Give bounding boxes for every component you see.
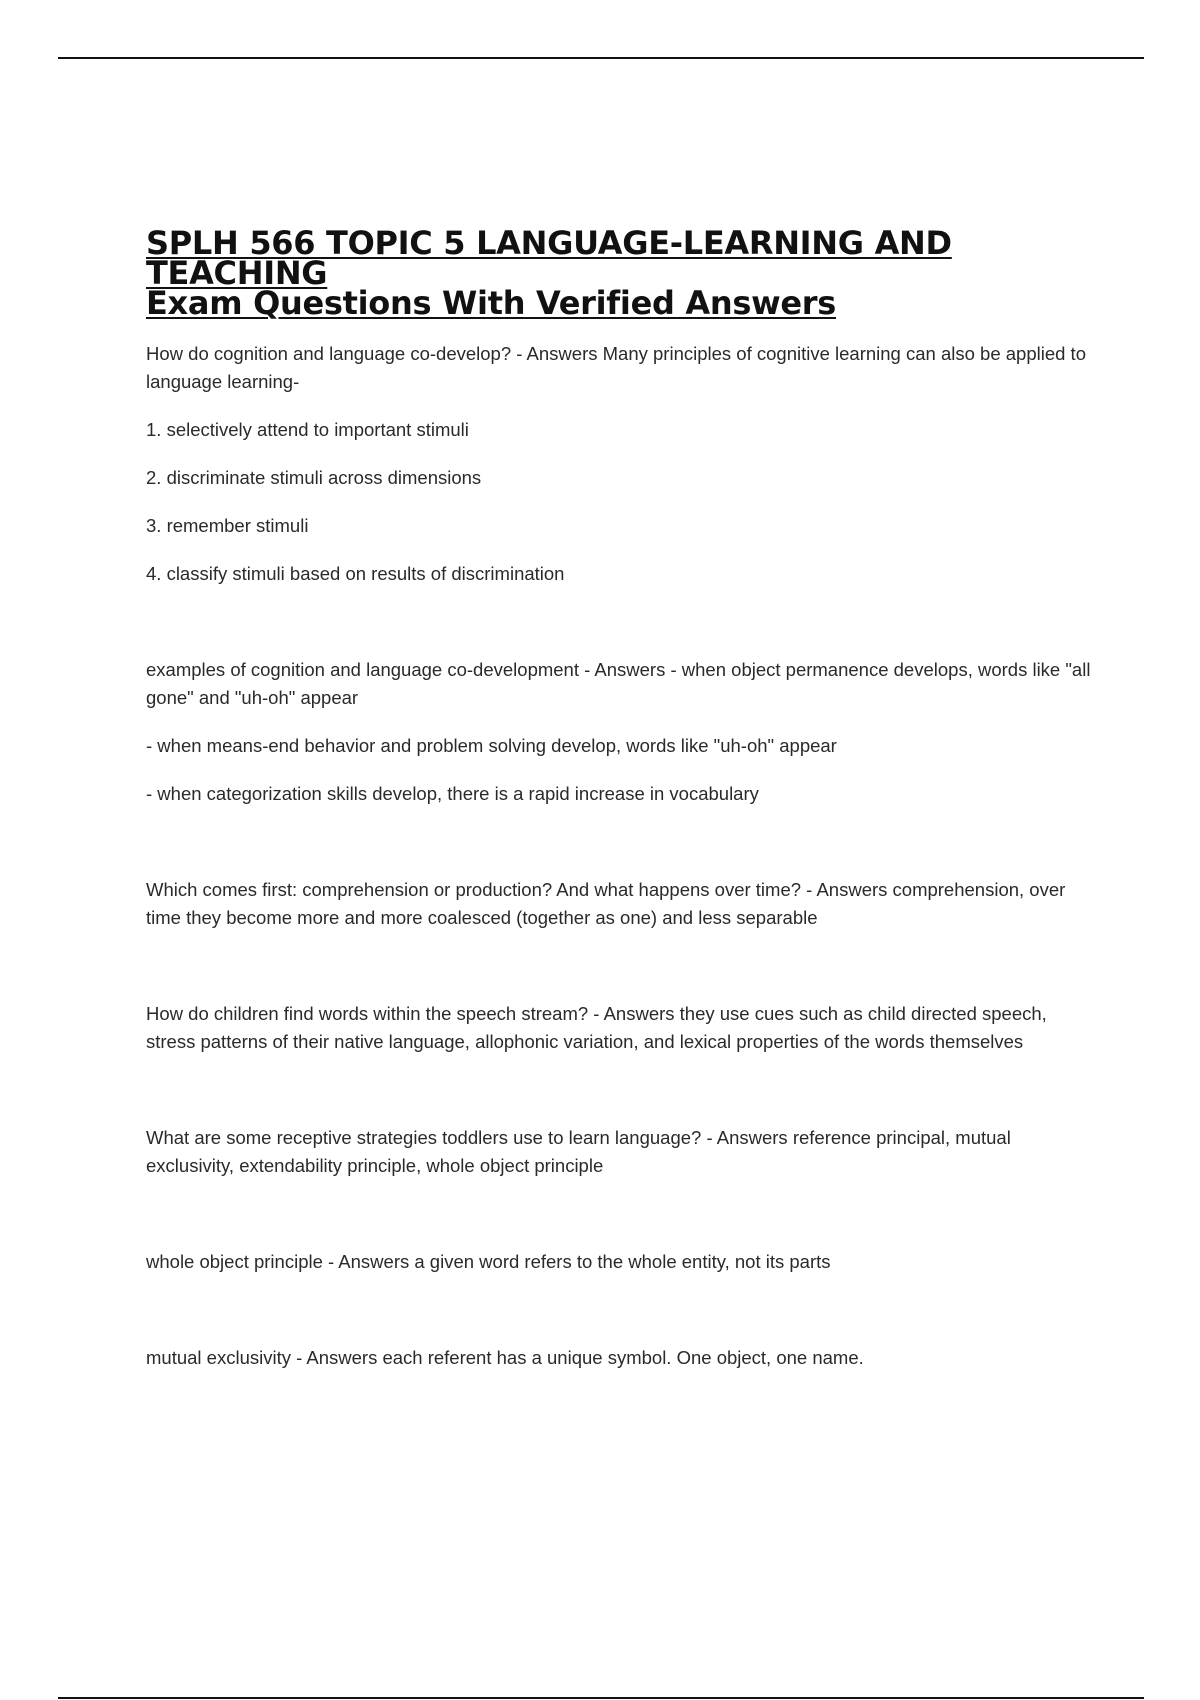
qa-block-co-development-examples [146,656,1096,808]
question-answer: How do cognition and language co-develop? - Answers Many principles of cognitive learning can also be applied to language learning- [146,343,1086,392]
document-title [146,224,1096,322]
qa-block-speech-stream [146,1000,1096,1056]
question-answer: whole object principle - Answers a given word refers to the whole entity, not its parts [146,1251,831,1272]
list-item: 4. classify stimuli based on results of discrimination [146,563,565,584]
question-answer: examples of cognition and language co-development - Answers - when object permanence develops, words like "all gone" and "uh-oh" appear [146,659,1091,708]
list-item: 1. selectively attend to important stimuli [146,419,469,440]
list-item: 2. discriminate stimuli across dimensions [146,467,482,488]
title-line-1: SPLH 566 TOPIC 5 LANGUAGE-LEARNING AND TEACHING [146,224,952,292]
qa-block-whole-object [146,1248,1096,1276]
question-answer: What are some receptive strategies toddlers use to learn language? - Answers reference principal, mutual exclusivity, extendability principle, whole object principle [146,1127,1011,1176]
qa-block-mutual-exclusivity [146,1344,1096,1372]
header-rule [58,57,1144,59]
footer-rule [58,1697,1144,1699]
question-answer: mutual exclusivity - Answers each referent has a unique symbol. One object, one name. [146,1347,864,1368]
list-item: - when categorization skills develop, there is a rapid increase in vocabulary [146,783,759,804]
qa-block-receptive-strategies [146,1124,1096,1180]
document-body [146,224,1096,1392]
list-item: 3. remember stimuli [146,515,309,536]
qa-block-cognition-language [146,340,1096,588]
question-answer: How do children find words within the speech stream? - Answers they use cues such as child directed speech, stress patterns of their native language, allophonic variation, and lexical properties of the words themselves [146,1003,1047,1052]
title-line-2: Exam Questions With Verified Answers [146,284,837,322]
question-answer: Which comes first: comprehension or production? And what happens over time? - Answers comprehension, over time they become more and more coalesced (together as one) and less separable [146,879,1066,928]
qa-block-comprehension-production [146,876,1096,932]
list-item: - when means-end behavior and problem solving develop, words like "uh-oh" appear [146,735,837,756]
